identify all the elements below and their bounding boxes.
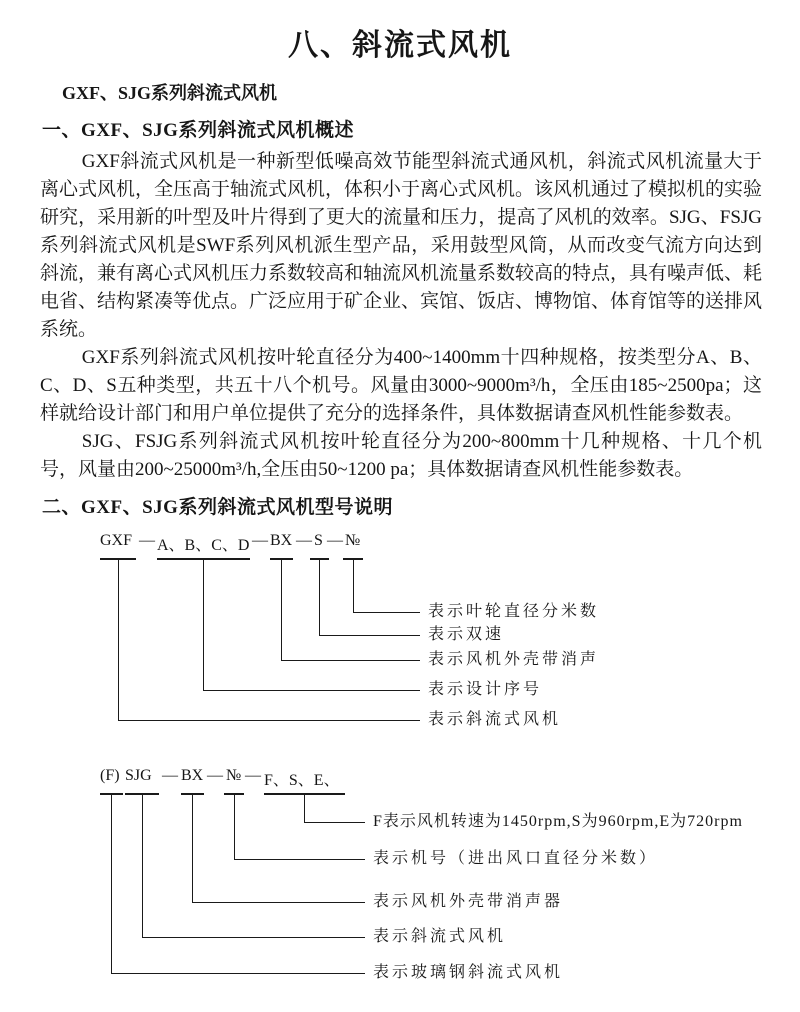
d2-connector-sjg-vertical bbox=[142, 793, 143, 937]
d2-connector-fse-horizontal bbox=[304, 822, 365, 823]
d2-connector-sjg-horizontal bbox=[142, 937, 365, 938]
d2-connector-no-horizontal bbox=[234, 859, 365, 860]
paragraph-gxf-specs: GXF系列斜流式风机按叶轮直径分为400~1400mm十四种规格，按类型分A、B、C、D、S五种类型，共五十八个机号。风量由3000~9000m³/h，全压由185~2500pa；这样就给设计部门和用户单位提供了充分的选择条件，具体数据请查风机性能参数表。 bbox=[40, 347, 762, 424]
d1-label-silencer-casing: 表示风机外壳带消声 bbox=[428, 651, 600, 668]
d1-part-s: S bbox=[314, 532, 323, 549]
d1-separator: — bbox=[139, 532, 155, 549]
d1-part-no: № bbox=[345, 532, 361, 549]
d2-label-machine-number: 表示机号（进出风口直径分米数） bbox=[373, 850, 659, 867]
d2-connector-f-horizontal bbox=[111, 973, 365, 974]
section1-heading: 一、GXF、SJG系列斜流式风机概述 bbox=[42, 120, 354, 141]
d1-part-bx: BX bbox=[270, 532, 293, 549]
d2-label-mixed-flow-fan: 表示斜流式风机 bbox=[373, 928, 507, 945]
d2-part-fse: F、S、E、 bbox=[264, 772, 340, 789]
section2-heading: 二、GXF、SJG系列斜流式风机型号说明 bbox=[42, 497, 393, 518]
d1-connector-no-vertical bbox=[353, 558, 354, 612]
d1-connector-gxf-vertical bbox=[118, 558, 119, 720]
d2-connector-bx-vertical bbox=[192, 793, 193, 902]
d2-label-frp-fan: 表示玻璃钢斜流式风机 bbox=[373, 964, 564, 981]
d1-label-design-serial: 表示设计序号 bbox=[428, 681, 543, 698]
page-title: 八、斜流式风机 bbox=[288, 29, 512, 62]
diagram-sjg-model-code bbox=[0, 765, 800, 1007]
d1-connector-type-horizontal bbox=[203, 690, 420, 691]
d2-part-f: (F) bbox=[100, 767, 120, 784]
diagram-gxf-model-code bbox=[0, 530, 800, 748]
d1-connector-bx-horizontal bbox=[281, 660, 420, 661]
d2-separator: — bbox=[245, 767, 261, 784]
d2-separator: — bbox=[207, 767, 223, 784]
d1-separator: — bbox=[252, 532, 268, 549]
d1-part-gxf: GXF bbox=[100, 532, 133, 549]
d1-separator: — bbox=[296, 532, 312, 549]
d1-part-type: A、B、C、D bbox=[157, 537, 250, 554]
d2-connector-bx-horizontal bbox=[192, 902, 365, 903]
d2-label-silencer-casing: 表示风机外壳带消声器 bbox=[373, 893, 564, 910]
series-subtitle: GXF、SJG系列斜流式风机 bbox=[62, 83, 278, 103]
d1-label-mixed-flow-fan: 表示斜流式风机 bbox=[428, 711, 562, 728]
d2-part-sjg: SJG bbox=[125, 767, 152, 784]
d2-label-fan-speed: F表示风机转速为1450rpm,S为960rpm,E为720rpm bbox=[373, 813, 743, 830]
d1-separator: — bbox=[327, 532, 343, 549]
d1-connector-gxf-horizontal bbox=[118, 720, 420, 721]
d1-label-impeller-diameter: 表示叶轮直径分米数 bbox=[428, 603, 600, 620]
d2-connector-fse-vertical bbox=[304, 793, 305, 822]
d2-part-no: № bbox=[226, 767, 242, 784]
d1-label-dual-speed: 表示双速 bbox=[428, 626, 505, 643]
d1-connector-bx-vertical bbox=[281, 558, 282, 660]
d1-connector-s-vertical bbox=[319, 558, 320, 635]
d2-connector-f-vertical bbox=[111, 793, 112, 973]
paragraph-overview: GXF斜流式风机是一种新型低噪高效节能型斜流式通风机，斜流式风机流量大于离心式风机，全压高于轴流式风机，体积小于离心式风机。该风机通过了模拟机的实验研究，采用新的叶型及叶片得到了更大的流量和压力，提高了风机的效率。SJG、FSJG系列斜流式风机是SWF系列风机派生型产品，采用鼓型风筒，从而改变气流方向达到斜流，兼有离心式风机压力系数较高和轴流风机流量系数较高的特点，具有噪声低、耗电省、结构紧凑等优点。广泛应用于矿企业、宾馆、饭店、博物馆、体育馆等的送排风系统。 bbox=[40, 151, 763, 340]
d2-part-bx: BX bbox=[181, 767, 204, 784]
d1-connector-no-horizontal bbox=[353, 612, 420, 613]
d1-connector-type-vertical bbox=[203, 558, 204, 690]
d2-connector-no-vertical bbox=[234, 793, 235, 859]
d2-separator: — bbox=[162, 767, 178, 784]
paragraph-sjg-specs: SJG、FSJG系列斜流式风机按叶轮直径分为200~800mm十几种规格、十几个机号，风量由200~25000m³/h,全压由50~1200 pa；具体数据请查风机性能参数表。 bbox=[40, 431, 762, 480]
d1-connector-s-horizontal bbox=[319, 635, 420, 636]
